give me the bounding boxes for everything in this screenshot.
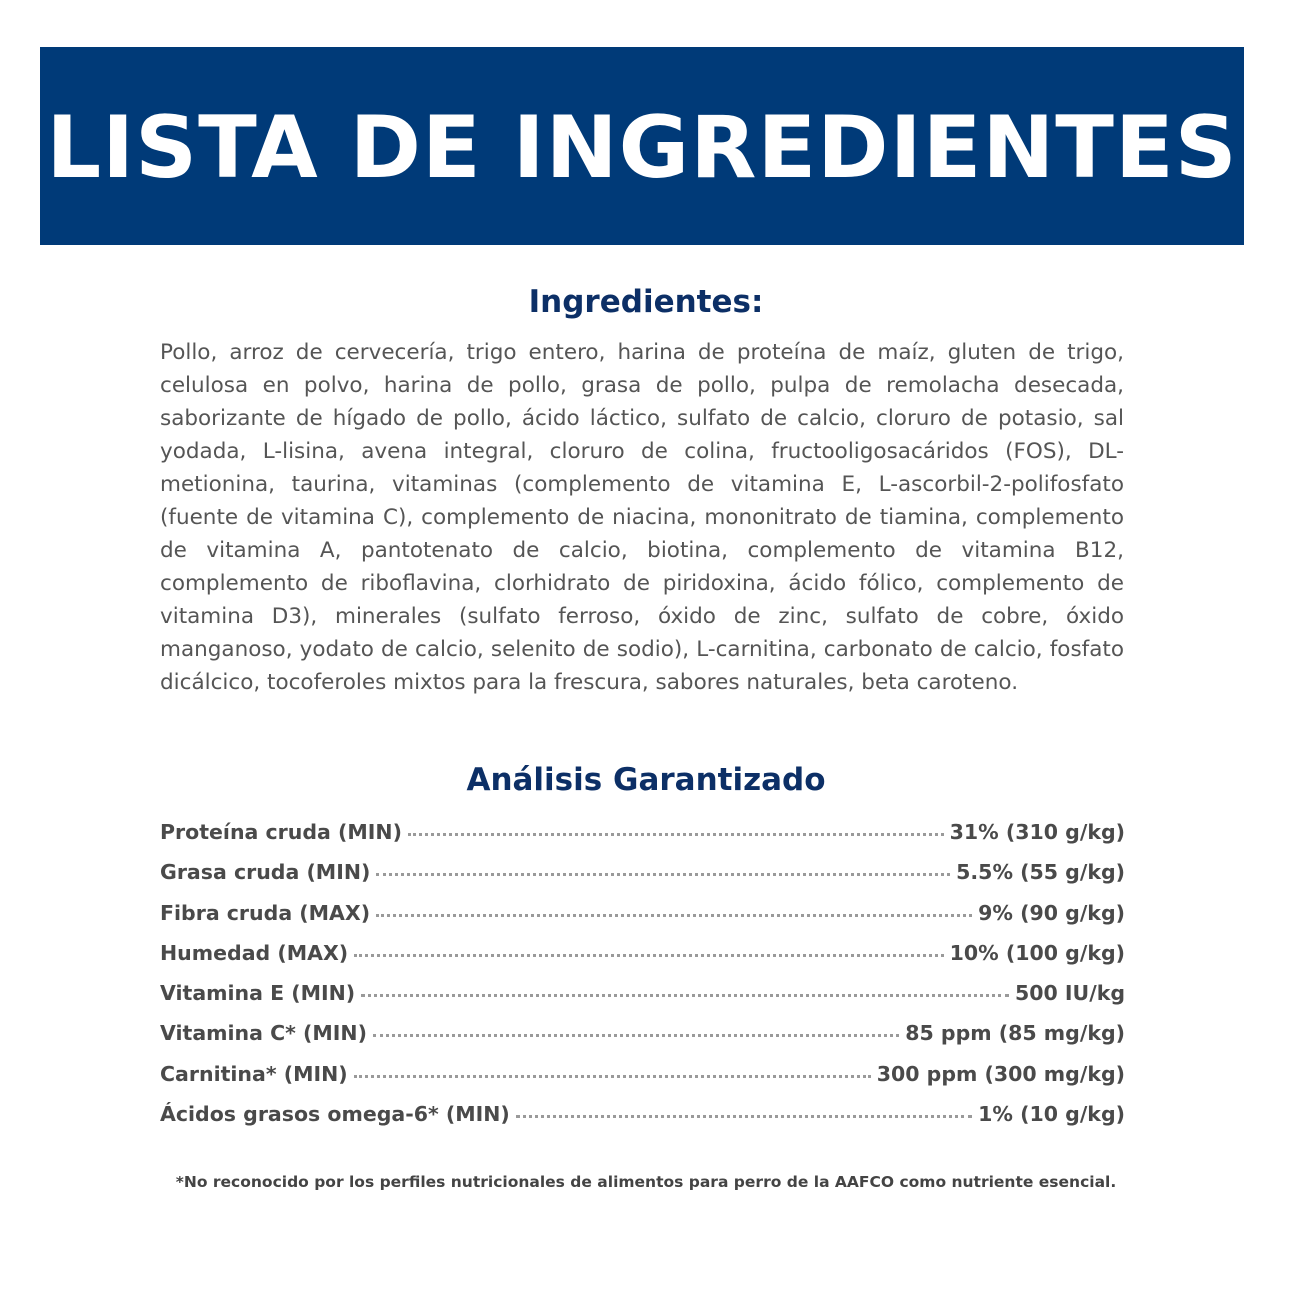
analysis-row-moisture — [160, 941, 1125, 981]
analysis-label: Ácidos grasos omega-6* (MIN) — [160, 1102, 510, 1127]
analysis-label: Fibra cruda (MAX) — [160, 900, 371, 925]
dot-leader — [354, 954, 944, 957]
analysis-label: Vitamina E (MIN) — [160, 981, 356, 1006]
title-banner — [40, 47, 1244, 245]
analysis-heading: Análisis Garantizado — [466, 762, 826, 798]
dot-leader — [516, 1115, 972, 1118]
analysis-row-vitamin-c — [160, 1021, 1125, 1061]
analysis-value: 85 ppm (85 mg/kg) — [905, 1021, 1125, 1046]
analysis-row-fat — [160, 860, 1125, 900]
analysis-value: 31% (310 g/kg) — [949, 820, 1125, 844]
analysis-value: 5.5% (55 g/kg) — [956, 860, 1125, 885]
analysis-row-omega-6 — [160, 1102, 1125, 1142]
analysis-row-fiber — [160, 901, 1125, 941]
analysis-value: 9% (90 g/kg) — [978, 900, 1125, 925]
dot-leader — [361, 994, 1009, 997]
analysis-value: 1% (10 g/kg) — [978, 1102, 1125, 1127]
analysis-value: 500 IU/kg — [1015, 981, 1125, 1006]
analysis-label: Carnitina* (MIN) — [160, 1061, 348, 1086]
dot-leader — [376, 914, 972, 917]
dot-leader — [408, 833, 944, 836]
analysis-row-carnitine — [160, 1062, 1125, 1102]
analysis-row-vitamin-e — [160, 981, 1125, 1021]
ingredients-text: Pollo, arroz de cervecería, trigo entero, harina de proteína de maíz, gluten de trigo, celulosa en polvo, harina de pollo, grasa de pollo, pulpa de remolacha desecada, saborizante de hígado de pollo, ácido láctico, sulfato de calcio, cloruro de potasio, sal yodada, L-lisina, avena integral, cloruro de colina, fructooligosacáridos (FOS), DL-metionina, taurina, vitaminas (complemento de vitamina E, L-ascorbil-2-polifosfato (fuente de vitamina C), complemento de niacina, mononitrato de tiamina, complemento de vitamina A, pantotenato de calcio, biotina, complemento de vitamina B12, complemento de riboflavina, clorhidrato de piridoxina, ácido fólico, complemento de vitamina D3), minerales (sulfato ferroso, óxido de zinc, sulfato de cobre, óxido manganoso, yodato de calcio, selenito de sodio), L-carnitina, carbonato de calcio, fosfato dicálcico, tocoferoles mixtos para la frescura, sabores naturales, beta caroteno. — [160, 340, 1124, 695]
dot-leader — [373, 1034, 899, 1037]
analysis-label: Proteína cruda (MIN) — [160, 820, 402, 844]
page-title: LISTA DE INGREDIENTES — [46, 98, 1238, 198]
footnote: *No reconocido por los perfiles nutricionales de alimentos para perro de la AAFCO como nutriente esencial. — [175, 1173, 1117, 1191]
dot-leader — [354, 1075, 871, 1078]
analysis-table — [160, 820, 1125, 1142]
analysis-label: Humedad (MAX) — [160, 940, 349, 965]
analysis-label: Vitamina C* (MIN) — [160, 1021, 367, 1046]
ingredients-heading: Ingredientes: — [528, 284, 764, 320]
dot-leader — [376, 873, 950, 876]
analysis-value: 300 ppm (300 mg/kg) — [876, 1061, 1125, 1086]
analysis-label: Grasa cruda (MIN) — [160, 860, 371, 885]
analysis-row-protein — [160, 820, 1125, 860]
analysis-value: 10% (100 g/kg) — [949, 940, 1125, 965]
